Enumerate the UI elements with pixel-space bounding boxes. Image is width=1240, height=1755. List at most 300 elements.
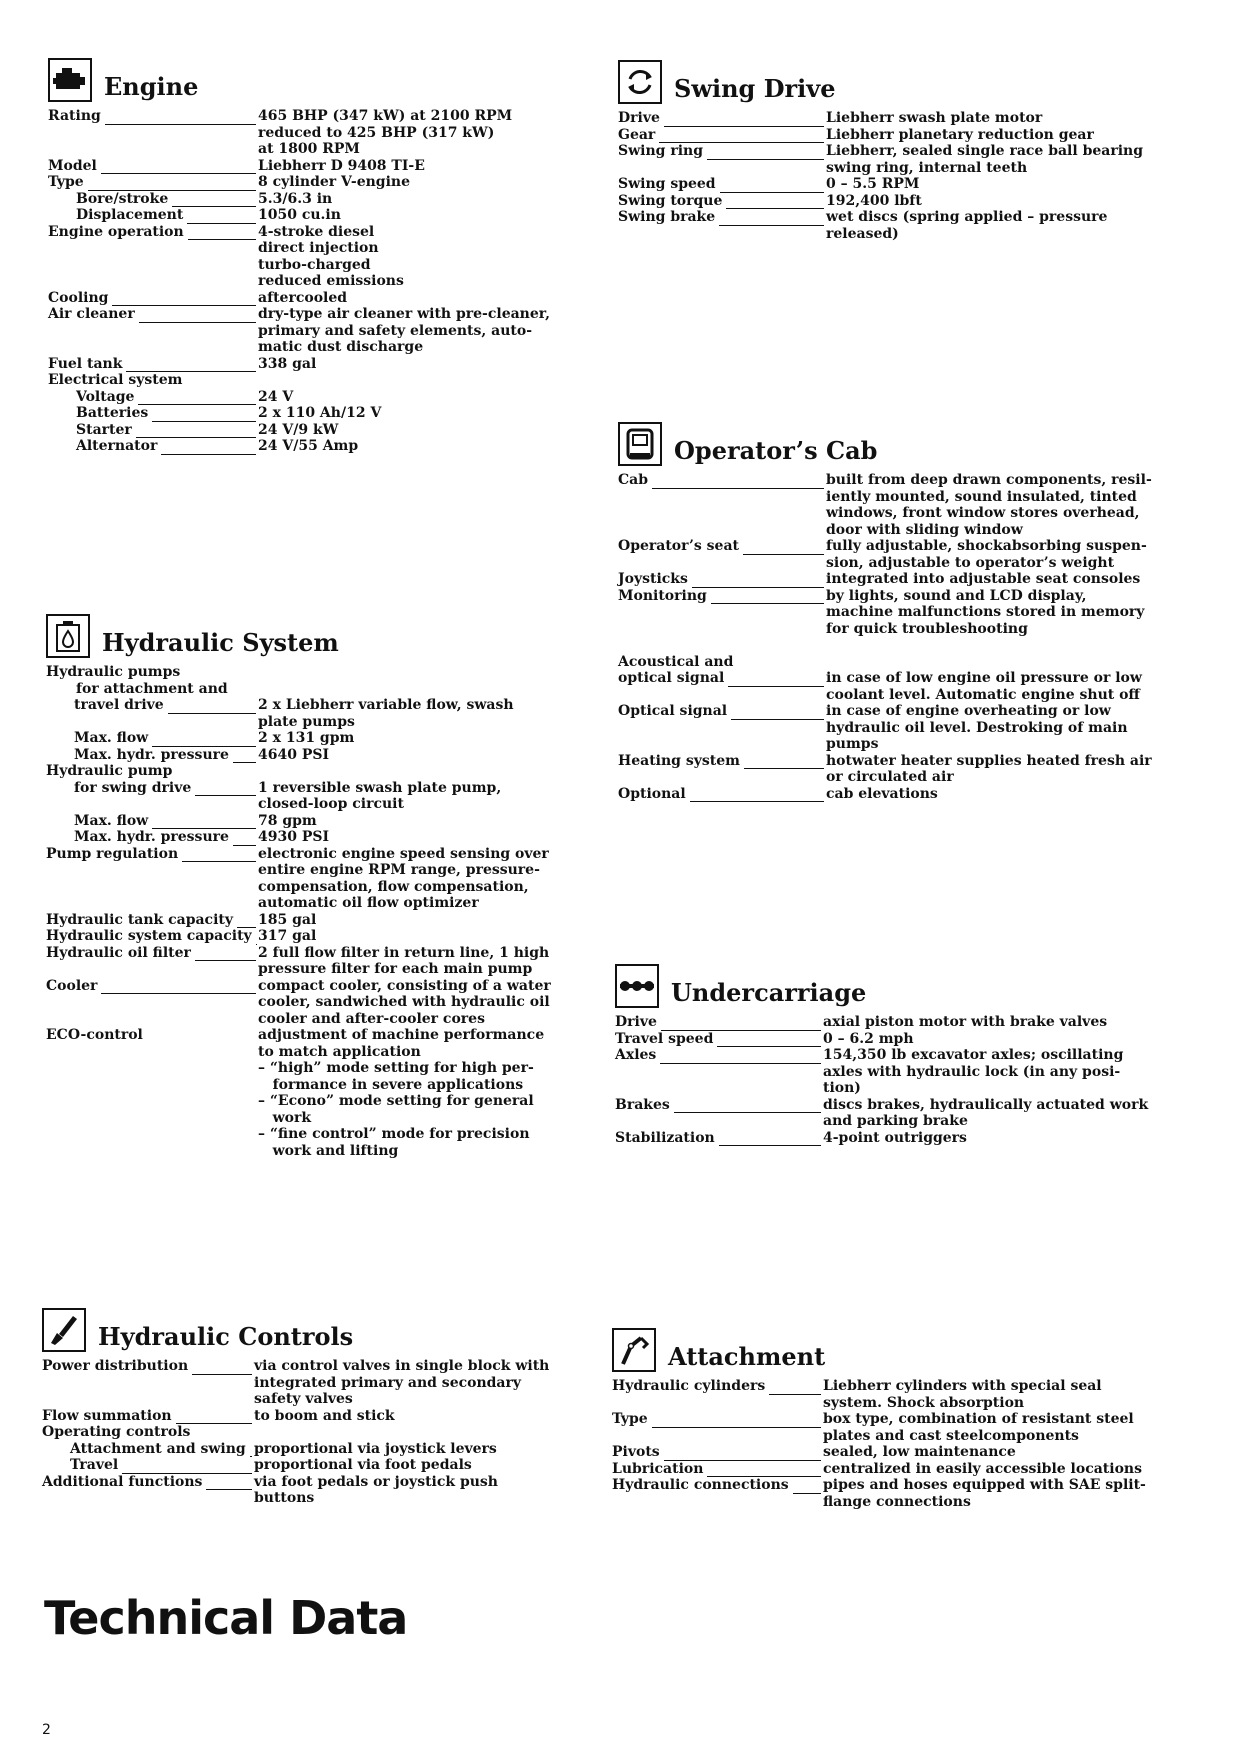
spec-value-line: 5.3/6.3 in	[258, 190, 333, 207]
spec-value	[826, 176, 1193, 193]
spec-value	[823, 1031, 1195, 1048]
spec-value-line: – “fine control” mode for precision	[258, 1126, 530, 1142]
page-number: 2	[42, 1722, 51, 1738]
spec-label	[48, 422, 258, 439]
leader-line	[692, 575, 824, 588]
spec-value-line: proportional via foot pedals	[254, 1457, 472, 1473]
spec-label-text: Hydraulic system capacity	[46, 928, 252, 944]
leader-line	[192, 1362, 252, 1375]
leader-line	[136, 425, 256, 438]
spec-value-line: centralized in easily accessible locations	[823, 1460, 1142, 1477]
section-engine	[48, 50, 588, 455]
spec-label-text: Drive	[615, 1014, 657, 1030]
spec-value-line: 2 full flow filter in return line, 1 high	[258, 944, 550, 961]
spec-row	[42, 1457, 587, 1474]
spec-label	[48, 108, 258, 125]
spec-row	[618, 571, 1198, 588]
spec-value-line: iently mounted, sound insulated, tinted	[826, 488, 1137, 505]
spec-value-line: Liebherr planetary reduction gear	[826, 126, 1094, 143]
spec-value-line: 2 x Liebherr variable flow, swash	[258, 697, 514, 713]
spec-value-line: matic dust discharge	[258, 339, 424, 355]
leader-line	[187, 211, 256, 224]
leader-line	[152, 734, 256, 747]
spec-label-text: Attachment and swing	[70, 1440, 246, 1457]
leader-line	[168, 701, 256, 714]
spec-value-line: for quick troubleshooting	[826, 620, 1028, 637]
spec-value-line: tion)	[823, 1080, 861, 1096]
spec-value-line: work	[258, 1109, 312, 1126]
leader-line	[717, 1034, 821, 1047]
spec-value-line: plates and cast steelcomponents	[823, 1427, 1079, 1444]
spec-value-line: 4-stroke diesel	[258, 223, 375, 240]
spec-label-text: Heating system	[618, 752, 740, 769]
spec-label-text: optical signal	[618, 670, 725, 686]
spec-label	[612, 1444, 823, 1461]
spec-row	[42, 1358, 587, 1408]
spec-label	[48, 174, 258, 191]
spec-label	[612, 1461, 823, 1478]
spec-label-text: Hydraulic connections	[612, 1477, 789, 1493]
leader-line	[664, 1448, 821, 1461]
spec-list	[615, 1014, 1195, 1146]
spec-row	[618, 538, 1198, 571]
spec-row	[618, 110, 1193, 127]
spec-value-line: or circulated air	[826, 769, 954, 785]
spec-label-text: Operator’s seat	[618, 538, 739, 554]
leader-line	[101, 981, 256, 994]
spec-label-text: Monitoring	[618, 587, 707, 604]
spec-value	[258, 224, 588, 290]
spec-value-line: 24 V/9 kW	[258, 421, 339, 438]
spec-value	[823, 1378, 1197, 1411]
section-attachment	[612, 1320, 1197, 1510]
spec-value	[258, 928, 591, 945]
spec-value	[254, 1408, 587, 1425]
spec-label-text: Model	[48, 157, 97, 174]
spec-label-text: Max. flow	[74, 812, 149, 829]
spec-value-line: electronic engine speed sensing over	[258, 845, 549, 862]
spec-value-line: wet discs (spring applied – pressure	[826, 209, 1108, 225]
leader-line	[731, 707, 824, 720]
spec-label-text: Hydraulic tank capacity	[46, 911, 234, 928]
section-operators-cab	[618, 414, 1198, 802]
spec-label-text: Travel speed	[615, 1030, 714, 1047]
section-title: Hydraulic Controls	[98, 1322, 354, 1351]
spec-value-line: 0 – 6.2 mph	[823, 1030, 914, 1047]
spec-row	[46, 813, 591, 830]
spec-label	[48, 438, 258, 455]
spec-row	[618, 670, 1198, 703]
spec-label-text: Max. hydr. pressure	[74, 829, 229, 845]
spec-value-line: – “Econo” mode setting for general	[258, 1093, 534, 1109]
leader-line	[719, 213, 824, 226]
spec-label	[46, 945, 258, 962]
spec-value	[823, 1130, 1195, 1147]
spec-label-text: travel drive	[74, 697, 164, 713]
spec-list	[618, 472, 1198, 802]
spec-value	[826, 571, 1198, 588]
spec-value-line: 24 V	[258, 388, 294, 405]
spec-value	[826, 703, 1198, 753]
spec-value-line: 2 x 110 Ah/12 V	[258, 405, 382, 421]
spec-row	[48, 389, 588, 406]
section-header	[618, 414, 1198, 466]
spec-value-line: axles with hydraulic lock (in any posi-	[823, 1063, 1121, 1080]
spec-value	[258, 207, 588, 224]
group-label: Hydraulic pump	[46, 763, 173, 779]
spec-row	[612, 1411, 1197, 1444]
spec-row	[46, 780, 591, 813]
spec-value	[258, 747, 591, 764]
leader-line	[233, 833, 256, 846]
spec-value	[823, 1444, 1197, 1461]
spec-row	[48, 158, 588, 175]
spec-value-line: cooler and after-cooler cores	[258, 1010, 485, 1027]
spec-row	[612, 1461, 1197, 1478]
spec-label	[46, 730, 258, 747]
leader-line	[105, 112, 256, 125]
spec-value-line: buttons	[254, 1490, 315, 1506]
leader-line	[664, 114, 824, 127]
page-title: Technical Data	[44, 1591, 408, 1645]
spec-value-line: to match application	[258, 1043, 421, 1060]
spec-label-text: Gear	[618, 126, 656, 143]
leader-line	[138, 392, 256, 405]
spec-value-line: reduced emissions	[258, 273, 404, 289]
spec-label-text: Bore/stroke	[76, 190, 169, 207]
group-label: Hydraulic pumps	[46, 664, 181, 680]
spacer	[618, 637, 1198, 654]
spec-label	[618, 588, 826, 605]
spec-value	[826, 588, 1198, 638]
spec-value-line: pressure filter for each main pump	[258, 961, 533, 977]
spec-value	[258, 945, 591, 978]
leader-line	[660, 1051, 821, 1064]
spec-value	[258, 405, 588, 422]
section-hydraulic-system	[46, 606, 591, 1159]
leader-line	[707, 1464, 821, 1477]
spec-value	[258, 438, 588, 455]
leader-line	[195, 948, 256, 961]
undercarriage-icon	[615, 964, 659, 1008]
spec-value-line: primary and safety elements, auto-	[258, 322, 533, 339]
spec-value	[258, 356, 588, 373]
spec-row	[48, 306, 588, 356]
spec-list	[42, 1358, 587, 1507]
spec-row	[42, 1441, 587, 1458]
leader-line	[188, 227, 256, 240]
spec-value	[258, 108, 588, 158]
leader-line	[195, 783, 256, 796]
rotate-arrows-icon	[618, 60, 662, 104]
spec-label	[618, 703, 826, 720]
section-header	[48, 50, 588, 102]
spec-label-text: Axles	[615, 1047, 657, 1063]
spec-value-line: automatic oil flow optimizer	[258, 895, 479, 911]
spec-value-line: integrated into adjustable seat consoles	[826, 571, 1141, 587]
spec-value-line: and parking brake	[823, 1113, 968, 1129]
section-swing-drive	[618, 52, 1193, 242]
leader-line	[711, 591, 824, 604]
spec-row	[46, 912, 591, 929]
spec-value-line: in case of low engine oil pressure or low	[826, 670, 1142, 686]
leader-line	[101, 161, 256, 174]
spec-value	[258, 730, 591, 747]
spec-value	[258, 978, 591, 1028]
spec-value-line: 24 V/55 Amp	[258, 438, 359, 454]
boom-arm-icon	[612, 1328, 656, 1372]
spec-label	[618, 472, 826, 489]
spec-row	[615, 1031, 1195, 1048]
spec-value	[258, 290, 588, 307]
spec-label-text: Rating	[48, 108, 101, 124]
section-undercarriage	[615, 956, 1195, 1146]
spec-value-line: flange connections	[823, 1493, 971, 1510]
leader-line	[652, 1415, 821, 1428]
spec-row	[48, 207, 588, 224]
spec-label	[612, 1477, 823, 1494]
leader-line	[161, 442, 256, 455]
spec-row	[48, 174, 588, 191]
spec-value	[826, 143, 1193, 176]
spec-value	[826, 538, 1198, 571]
spec-label	[48, 207, 258, 224]
spec-label	[618, 538, 826, 555]
spec-row	[618, 786, 1198, 803]
spec-label	[42, 1474, 254, 1491]
spec-value-line: safety valves	[254, 1391, 353, 1407]
spec-value-line: 192,400 lbft	[826, 192, 922, 209]
section-header	[46, 606, 591, 658]
spec-value	[258, 191, 588, 208]
spec-label	[48, 191, 258, 208]
spec-label-text: Max. hydr. pressure	[74, 746, 229, 763]
spec-label	[48, 306, 258, 323]
spec-label-text: Stabilization	[615, 1129, 715, 1146]
spec-label	[618, 786, 826, 803]
spec-value	[258, 306, 588, 356]
spec-value-line: proportional via joystick levers	[254, 1440, 497, 1457]
spec-label-text: Swing ring	[618, 143, 703, 159]
spec-label-text: Displacement	[76, 207, 184, 223]
spec-value-line: work and lifting	[258, 1142, 399, 1159]
leader-line	[233, 750, 256, 763]
leader-line	[661, 1018, 821, 1031]
spec-value	[254, 1457, 587, 1474]
spec-row	[46, 945, 591, 978]
section-header	[612, 1320, 1197, 1372]
spec-label	[618, 110, 826, 127]
section-title: Operator’s Cab	[674, 436, 878, 465]
cab-icon	[618, 422, 662, 466]
spec-value	[254, 1474, 587, 1507]
hydraulic-tank-icon	[46, 614, 90, 658]
spec-label	[46, 912, 258, 929]
spec-label	[42, 1408, 254, 1425]
spec-value-line: cab elevations	[826, 785, 938, 802]
spec-value-line: turbo-charged	[258, 256, 371, 273]
leader-line	[728, 674, 824, 687]
spec-value	[258, 813, 591, 830]
spec-value-line: Liebherr, sealed single race ball bearing	[826, 143, 1143, 159]
spec-value-line: to boom and stick	[254, 1407, 395, 1424]
spec-value-line: aftercooled	[258, 289, 348, 306]
spec-label-text: Drive	[618, 110, 660, 126]
spec-label	[48, 224, 258, 241]
spec-label-text: Cab	[618, 472, 649, 488]
spec-value-line: formance in severe applications	[258, 1076, 524, 1093]
spec-value	[258, 697, 591, 730]
spec-value	[823, 1411, 1197, 1444]
spec-label-text: Hydraulic oil filter	[46, 944, 191, 961]
spec-value	[823, 1014, 1195, 1031]
spec-label	[618, 670, 826, 687]
spec-label-text: Type	[48, 174, 84, 190]
spec-label	[42, 1358, 254, 1375]
spec-value-line: 4-point outriggers	[823, 1129, 967, 1146]
spec-value-line: adjustment of machine performance	[258, 1027, 545, 1043]
section-title: Undercarriage	[671, 978, 867, 1007]
spec-label-text: Power distribution	[42, 1358, 189, 1374]
group-label: Electrical system	[48, 372, 183, 388]
spec-value-line: 1 reversible swash plate pump,	[258, 779, 502, 796]
spec-value-line: 0 – 5.5 RPM	[826, 176, 920, 192]
spec-label	[46, 697, 258, 714]
spec-value-line: 317 gal	[258, 928, 317, 944]
spec-row	[615, 1097, 1195, 1130]
spec-value-line: released)	[826, 225, 899, 242]
spec-value-line: compact cooler, consisting of a water	[258, 977, 551, 994]
spec-label	[618, 193, 826, 210]
spec-list	[46, 664, 591, 1159]
spec-label-text: Alternator	[76, 438, 158, 454]
spec-value-line: 338 gal	[258, 355, 317, 372]
spec-value-line: closed-loop circuit	[258, 796, 404, 812]
spec-value-line: hydraulic oil level. Destroking of main	[826, 719, 1128, 736]
spec-label-text: Swing brake	[618, 209, 716, 225]
spec-label	[48, 405, 258, 422]
spec-value	[258, 829, 591, 846]
section-title: Engine	[104, 72, 199, 101]
spec-row	[46, 978, 591, 1028]
spec-label	[618, 753, 826, 770]
leader-line	[172, 194, 256, 207]
spec-label	[615, 1031, 823, 1048]
spec-row	[618, 703, 1198, 753]
spec-row	[48, 356, 588, 373]
spec-value-line: 154,350 lb excavator axles; oscillating	[823, 1047, 1124, 1063]
spec-label	[615, 1047, 823, 1064]
control-lever-icon	[42, 1308, 86, 1352]
spec-value-line: entire engine RPM range, pressure-	[258, 862, 540, 878]
spec-value	[823, 1047, 1195, 1097]
spec-value-line: box type, combination of resistant steel	[823, 1411, 1134, 1427]
spec-label-text: Hydraulic cylinders	[612, 1378, 766, 1394]
leader-line	[690, 789, 824, 802]
spec-value-line: 78 gpm	[258, 812, 317, 829]
spec-value-line: axial piston motor with brake valves	[823, 1014, 1108, 1030]
group-label: Operating controls	[42, 1424, 191, 1440]
leader-line	[112, 293, 256, 306]
spec-label	[42, 1441, 254, 1458]
spec-row	[612, 1477, 1197, 1510]
spec-value-line: swing ring, internal teeth	[826, 159, 1028, 176]
spec-row	[618, 753, 1198, 786]
spec-row	[46, 747, 591, 764]
leader-line	[152, 409, 256, 422]
leader-line	[176, 1411, 252, 1424]
spec-label	[46, 813, 258, 830]
spec-label-text: Brakes	[615, 1096, 670, 1113]
leader-line	[250, 1444, 252, 1457]
spec-value	[258, 912, 591, 929]
spec-value	[258, 1027, 591, 1159]
spec-label	[618, 209, 826, 226]
spec-value	[258, 389, 588, 406]
spec-value-line: discs brakes, hydraulically actuated work	[823, 1096, 1149, 1113]
spec-label-text: Optical signal	[618, 703, 728, 719]
spec-value-line: 4930 PSI	[258, 829, 330, 845]
spec-value-line: 8 cylinder V-engine	[258, 174, 410, 190]
spec-value	[823, 1461, 1197, 1478]
leader-line	[744, 756, 824, 769]
spec-label	[46, 978, 258, 995]
spec-row	[618, 209, 1193, 242]
spec-label-text: Starter	[76, 421, 132, 438]
spec-value	[826, 193, 1193, 210]
engine-icon	[48, 58, 92, 102]
spec-value-line: via foot pedals or joystick push	[254, 1473, 498, 1490]
spec-label	[46, 780, 258, 797]
spec-value-line: 2 x 131 gpm	[258, 730, 355, 746]
spec-value-line: plate pumps	[258, 713, 355, 730]
leader-line	[719, 1133, 821, 1146]
spec-value-line: coolant level. Automatic engine shut off	[826, 686, 1140, 703]
leader-line	[139, 310, 256, 323]
section-hydraulic-controls	[42, 1300, 587, 1507]
spec-row	[46, 1027, 591, 1159]
spec-row	[48, 438, 588, 455]
spec-label-text: Additional functions	[42, 1473, 203, 1490]
spec-value	[823, 1097, 1195, 1130]
spec-value-line: integrated primary and secondary	[254, 1374, 522, 1391]
spec-label-text: Voltage	[76, 388, 135, 405]
spec-value	[258, 422, 588, 439]
spec-label	[46, 1027, 258, 1044]
spec-label-text: Air cleaner	[48, 306, 135, 322]
group-label: Acoustical and	[618, 653, 734, 670]
spec-label-text: Cooler	[46, 977, 98, 994]
spec-value-line: 185 gal	[258, 911, 317, 928]
spec-list	[612, 1378, 1197, 1510]
leader-line	[743, 542, 824, 555]
spec-label-text: Fuel tank	[48, 355, 123, 372]
spec-list	[618, 110, 1193, 242]
section-title: Swing Drive	[674, 74, 836, 103]
spec-row	[46, 829, 591, 846]
spec-value	[826, 127, 1193, 144]
spec-label-text: Cooling	[48, 289, 109, 306]
spec-row	[618, 193, 1193, 210]
leader-line	[652, 476, 824, 489]
spec-value-line: Liebherr cylinders with special seal	[823, 1378, 1102, 1394]
spec-label-text: Batteries	[76, 405, 149, 421]
spec-label	[618, 176, 826, 193]
leader-line	[720, 180, 824, 193]
spec-label	[48, 356, 258, 373]
spec-value-line: in case of engine overheating or low	[826, 703, 1111, 719]
spec-value-line: Liebherr D 9408 TI-E	[258, 157, 425, 174]
